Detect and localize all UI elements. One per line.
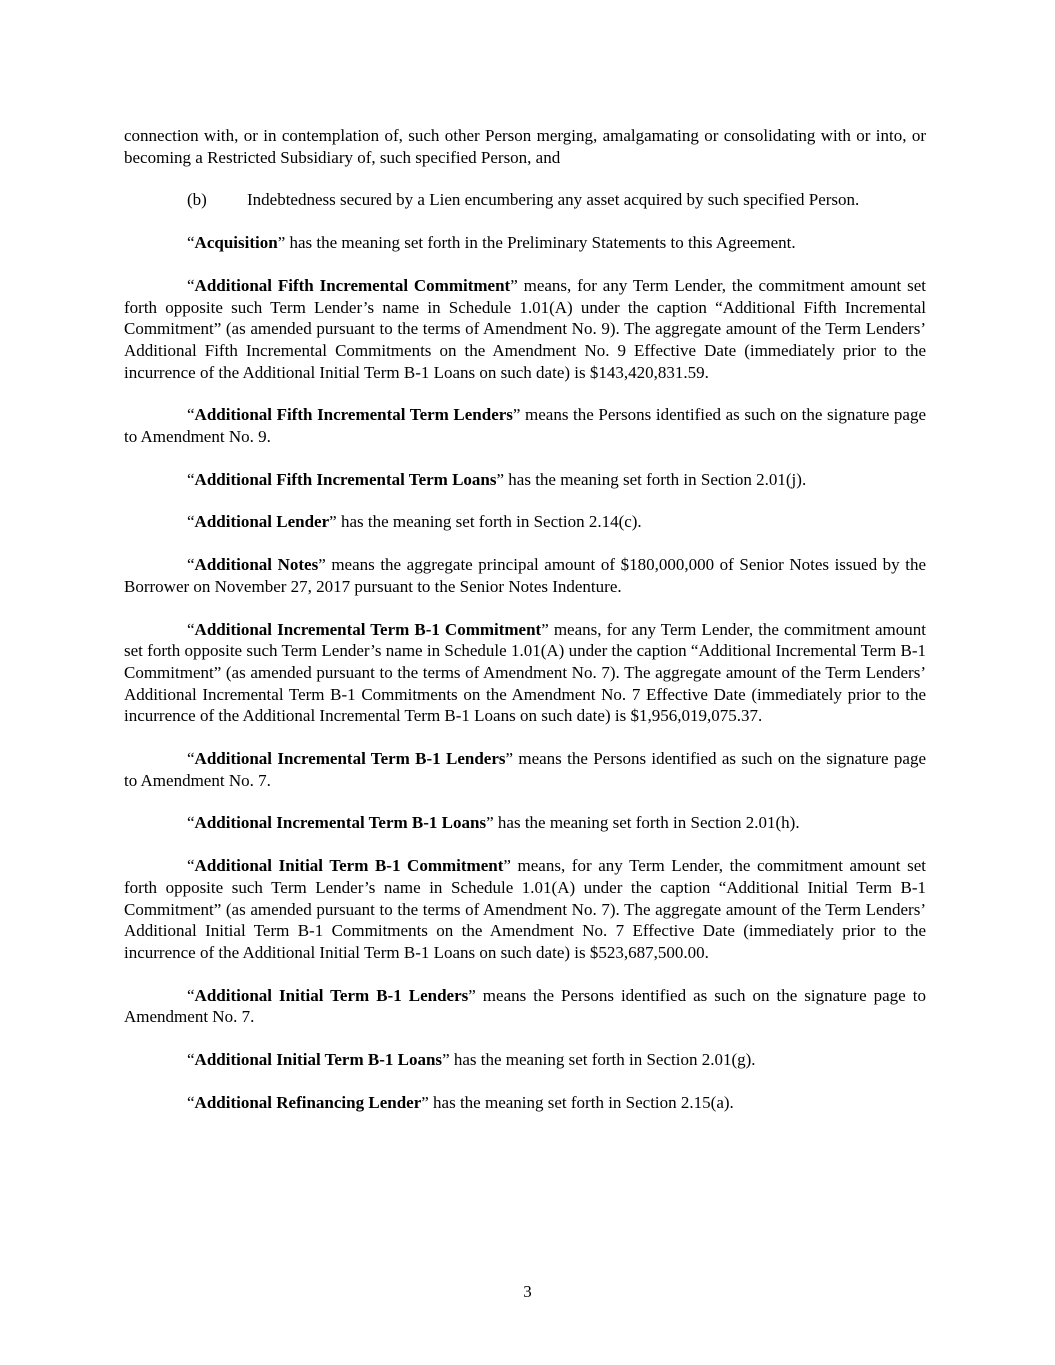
defined-term: Additional Fifth Incremental Term Loans bbox=[194, 469, 497, 489]
defined-term: Additional Notes bbox=[194, 555, 319, 575]
definition-text: has the meaning set forth in Section 2.01(j). bbox=[504, 469, 807, 489]
item-b-text: Indebtedness secured by a Lien encumbering any asset acquired by such specified Person. bbox=[247, 190, 860, 210]
defined-term: Additional Incremental Term B-1 Commitment bbox=[194, 619, 542, 639]
definition-text: has the meaning set forth in Section 2.14(c). bbox=[336, 512, 642, 532]
definition-text: means the Persons identified as such on the signature page to Amendment No. 7. bbox=[124, 749, 926, 790]
defined-term: Additional Lender bbox=[194, 512, 330, 532]
definition-text: has the meaning set forth in Section 2.15(a). bbox=[428, 1092, 734, 1112]
defined-term: Additional Refinancing Lender bbox=[194, 1092, 422, 1112]
definition-paragraph: “Additional Initial Term B-1 Lenders” means the Persons identified as such on the signature page to Amendment No. 7. bbox=[124, 985, 926, 1027]
definition-text: means, for any Term Lender, the commitment amount set forth opposite such Term Lender’s name in Schedule 1.01(A) under the caption “Additional Incremental Term B-1 Commitment” (as amended pursuant to the terms of Amendment No. 7). The aggregate amount of the Term Lenders’ Additional Incremental Term B-1 Commitments on the Amendment No. 7 Effective Date (immediately prior to the incurrence of the Additional Incremental Term B-1 Loans on such date) is $1,956,019,075.37. bbox=[124, 619, 927, 726]
defined-term: Additional Incremental Term B-1 Lenders bbox=[194, 749, 506, 769]
defined-term: Additional Incremental Term B-1 Loans bbox=[194, 813, 487, 833]
definition-paragraph: “Additional Refinancing Lender” has the meaning set forth in Section 2.15(a). bbox=[187, 1092, 734, 1112]
document-page bbox=[124, 125, 926, 1135]
definition-text: means the Persons identified as such on the signature page to Amendment No. 9. bbox=[124, 405, 926, 447]
definition-paragraph: “Acquisition” has the meaning set forth in the Preliminary Statements to this Agreement. bbox=[187, 233, 796, 253]
definition-text: means the Persons identified as such on the signature page to Amendment No. 7. bbox=[124, 985, 926, 1027]
definition-text: has the meaning set forth in Section 2.01(h). bbox=[493, 813, 800, 833]
definition-paragraph: “Additional Fifth Incremental Commitment” means, for any Term Lender, the commitment amount set forth opposite such Term Lender’s name in Schedule 1.01(A) under the caption “Additional Fifth Incremental Commitment” (as amended pursuant to the terms of Amendment No. 9). The aggregate amount of the Term Lenders’ Additional Fifth Incremental Commitments on the Amendment No. 9 Effective Date (immediately prior to the incurrence of the Additional Initial Term B-1 Loans on such date) is $143,420,831.59. bbox=[124, 275, 927, 382]
definition-paragraph: “Additional Notes” means the aggregate principal amount of $180,000,000 of Senior Notes issued by the Borrower on November 27, 2017 pursuant to the Senior Notes Indenture. bbox=[124, 555, 926, 596]
defined-term: Acquisition bbox=[194, 233, 278, 253]
defined-term: Additional Fifth Incremental Commitment bbox=[194, 275, 511, 295]
definition-text: means the aggregate principal amount of $180,000,000 of Senior Notes issued by the Borrower on November 27, 2017 pursuant to the Senior Notes Indenture. bbox=[124, 555, 926, 596]
definition-paragraph: “Additional Fifth Incremental Term Lenders” means the Persons identified as such on the signature page to Amendment No. 9. bbox=[124, 405, 926, 447]
definition-paragraph: “Additional Initial Term B-1 Loans” has the meaning set forth in Section 2.01(g). bbox=[187, 1050, 756, 1070]
definition-paragraph: “Additional Incremental Term B-1 Lenders” means the Persons identified as such on the signature page to Amendment No. 7. bbox=[124, 749, 926, 790]
definition-paragraph: “Additional Incremental Term B-1 Loans” has the meaning set forth in Section 2.01(h). bbox=[187, 813, 800, 833]
definition-paragraph: “Additional Incremental Term B-1 Commitment” means, for any Term Lender, the commitment amount set forth opposite such Term Lender’s name in Schedule 1.01(A) under the caption “Additional Incremental Term B-1 Commitment” (as amended pursuant to the terms of Amendment No. 7). The aggregate amount of the Term Lenders’ Additional Incremental Term B-1 Commitments on the Amendment No. 7 Effective Date (immediately prior to the incurrence of the Additional Incremental Term B-1 Loans on such date) is $1,956,019,075.37. bbox=[124, 619, 927, 726]
definition-paragraph: “Additional Initial Term B-1 Commitment” means, for any Term Lender, the commitment amount set forth opposite such Term Lender’s name in Schedule 1.01(A) under the caption “Additional Initial Term B-1 Commitment” (as amended pursuant to the terms of Amendment No. 7). The aggregate amount of the Term Lenders’ Additional Initial Term B-1 Commitments on the Amendment No. 7 Effective Date (immediately prior to the incurrence of the Additional Initial Term B-1 Loans on such date) is $523,687,500.00. bbox=[124, 856, 926, 962]
defined-term: Additional Fifth Incremental Term Lenders bbox=[194, 405, 513, 425]
definition-paragraph: “Additional Fifth Incremental Term Loans” has the meaning set forth in Section 2.01(j). bbox=[187, 469, 807, 489]
definition-text: has the meaning set forth in Section 2.01(g). bbox=[449, 1050, 756, 1070]
item-b-paragraph bbox=[124, 189, 926, 211]
continuation-paragraph: connection with, or in contemplation of, such other Person merging, amalgamating or consolidating with or into, or becoming a Restricted Subsidiary of, such specified Person, and bbox=[124, 126, 926, 167]
defined-term: Additional Initial Term B-1 Lenders bbox=[194, 985, 469, 1005]
definition-paragraph: “Additional Lender” has the meaning set forth in Section 2.14(c). bbox=[187, 512, 642, 532]
item-b-label: (b) bbox=[187, 190, 207, 210]
page-number: 3 bbox=[523, 1282, 532, 1301]
definition-text: means, for any Term Lender, the commitment amount set forth opposite such Term Lender’s name in Schedule 1.01(A) under the caption “Additional Initial Term B-1 Commitment” (as amended pursuant to the terms of Amendment No. 7). The aggregate amount of the Term Lenders’ Additional Initial Term B-1 Commitments on the Amendment No. 7 Effective Date (immediately prior to the incurrence of the Additional Initial Term B-1 Loans on such date) is $523,687,500.00. bbox=[124, 856, 926, 962]
definition-text: has the meaning set forth in the Preliminary Statements to this Agreement. bbox=[285, 233, 796, 253]
definition-text: means, for any Term Lender, the commitment amount set forth opposite such Term Lender’s name in Schedule 1.01(A) under the caption “Additional Fifth Incremental Commitment” (as amended pursuant to the terms of Amendment No. 9). The aggregate amount of the Term Lenders’ Additional Fifth Incremental Commitments on the Amendment No. 9 Effective Date (immediately prior to the incurrence of the Additional Initial Term B-1 Loans on such date) is $143,420,831.59. bbox=[124, 275, 927, 382]
defined-term: Additional Initial Term B-1 Loans bbox=[194, 1050, 443, 1070]
defined-term: Additional Initial Term B-1 Commitment bbox=[194, 856, 504, 876]
